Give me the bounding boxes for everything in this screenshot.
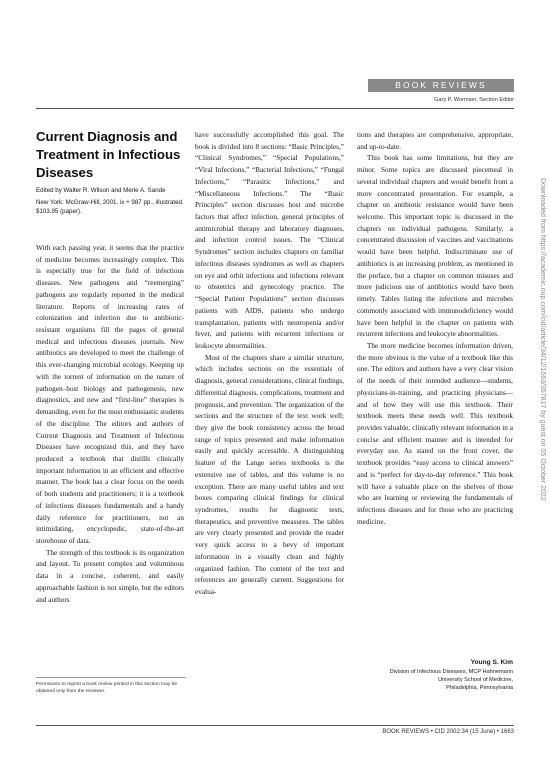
review-paragraph: have successfully accomplished this goal. The book is divided into 8 sections: “Basic Principles,” “Clinical Syndromes,” “Special Populations,” “Viral Infections,” “Bacterial Infections,” “Fungal Infections,” “Parasitic Infections,” and “Miscellaneous Infections.” The “Basic Principles” section discusses host and microbe factors that affect infection, general principles of antimicrobial therapy and laboratory diagnoses, and infection control issues. The “Clinical Syndromes” section includes chapters on familiar infectious diseases syndromes as well as chapters on eye and orbit infections and infections relevant to obstetrics and gynecology practice. The “Special Patient Populations” section discusses patients with AIDS, patients who undergo transplantation, patients with neutropenia and/or fever, and patients with recurrent infections or leukocyte abnormalities. <box>195 131 344 350</box>
reviewer-affiliation: Philadelphia, Pennsylvania <box>446 685 513 692</box>
column-3 <box>357 130 513 528</box>
permission-note: Permission to reprint a book review printed in this section may be obtained only from the reviewer. <box>36 677 186 696</box>
review-paragraph: The more medicine becomes information driven, the more obvious is the value of a textbook like this one. The editors and authors have a very clear vision of the needs of their intended audience—students, physicians-in-training, and practicing physicians—and of how they will use this textbook. Their textbook meets these needs well. This textbook provides valuable, clinically relevant information in a concise and efficient manner and is intended for everyday use. As stated on the front cover, the textbook provides “easy access to clinical answers” and is “perfect for day-to-day reference.” This book will have a valuable place on the shelves of those who are learning or reviewing the fundamentals of infectious diseases and for those who are practicing medicine. <box>357 341 513 526</box>
book-heading <box>36 128 186 216</box>
column-2 <box>195 130 344 599</box>
reviewer-signature <box>357 658 513 693</box>
reviewer-name: Young S. Kim <box>470 659 513 666</box>
book-publisher: New York: McGraw-Hill, 2001. ix + 987 pp., illustrated. $103.95 (paper). <box>36 198 184 215</box>
download-watermark <box>536 178 546 598</box>
download-watermark-text: Downloaded from https://academic.oup.com/cid/article/34/12/1663/357817 by guest on 05 October 2022 <box>539 178 546 501</box>
page-footer: BOOK REVIEWS • CID 2002:34 (15 June) • 1663 <box>382 729 514 735</box>
reviewer-affiliation: Division of Infectious Diseases, MCP Hahnemann <box>389 669 513 675</box>
bottom-rule <box>36 725 514 726</box>
review-paragraph: tions and therapies are comprehensive, appropriate, and up-to-date. <box>357 131 513 151</box>
top-rule <box>36 108 514 109</box>
section-banner: BOOK REVIEWS <box>368 79 514 92</box>
review-paragraph: This book has some limitations, but they are minor. Some topics are discussed piecemeal in several individual chapters and would benefit from a more concentrated presentation. For example, a chapter on antibiotic resistance would have been welcome. This important topic is discussed in the chapters on individual pathogens. Similarly, a concentrated discussion of vaccines and vaccinations would have been helpful. Indiscriminate use of antibiotics is an increasing problem, as mentioned in the preface, but a chapter on common misuses and more judicious use of antibiotics would have been timely. Tables listing the infections and microbes commonly associated with immunodeficiency would have been helpful in the chapter on patients with recurrent infections and leukocyte abnormalities. <box>357 154 513 339</box>
review-paragraph: The strength of this textbook is its organization and layout. To present complex and voluminous data in a concise, coherent, and easily approachable fashion is not simple, but the editors and authors <box>36 548 184 604</box>
review-paragraph: Most of the chapters share a similar structure, which includes sections on the essentials of diagnosis, general considerations, clinical findings, differential diagnosis, complications, treatment and prognosis, and prevention. The organization of the sections and the structure of the text work well; they give the book consistency across the broad range of topics presented and make information easily and quickly accessible. A distinguishing feature of the Lange series textbooks is the extensive use of tables, and this volume is no exception. There are many useful tables and text boxes comparing clinical findings for clinical syndromes, results for diagnostic tests, therapeutics, and preventive measures. The tables are very clearly presented and provide the reader very quick access to a bevy of important information in a visually clean and highly organized fashion. The content of the text and references are generally current. Suggestions for evalua- <box>195 353 344 597</box>
review-paragraph: With each passing year, it seems that the practice of medicine becomes increasingly complex. This is especially true for the field of infectious diseases. New pathogens and “reemerging” pathogens are regularly reported in the medical literature. Reports of increasing rates of colonization and infection due to antibiotic-resistant organisms fill the pages of general medical and infectious diseases journals. New antibiotics are developed to meet the challenge of this ever-changing microbial ecology. Keeping up with the torrent of information on the nature of pathogen–host biology and pathogenesis, new diagnostics, and new and “first-line” therapies is demanding, even for the most enthusiastic students of the discipline. The editors and authors of Current Diagnosis and Treatment of Infectious Diseases have recognized this, and they have produced a textbook that distills clinically important information in an efficient and effective manner. The book has a clear focus on the needs of both students and practitioners; it is a textbook of infectious diseases fundamentals and a handy daily reference for practitioners, not an intimidating, encyclopedic, state-of-the-art storehouse of data. <box>36 244 184 545</box>
book-title: Current Diagnosis and Treatment in Infectious Diseases <box>36 129 181 180</box>
section-editor: Gary P. Wormser, Section Editor <box>434 97 514 103</box>
reviewer-affiliation: University School of Medicine, <box>438 677 513 684</box>
book-editors: Edited by Walter R. Wilson and Merle A. Sande <box>36 187 166 195</box>
column-1 <box>36 243 184 606</box>
